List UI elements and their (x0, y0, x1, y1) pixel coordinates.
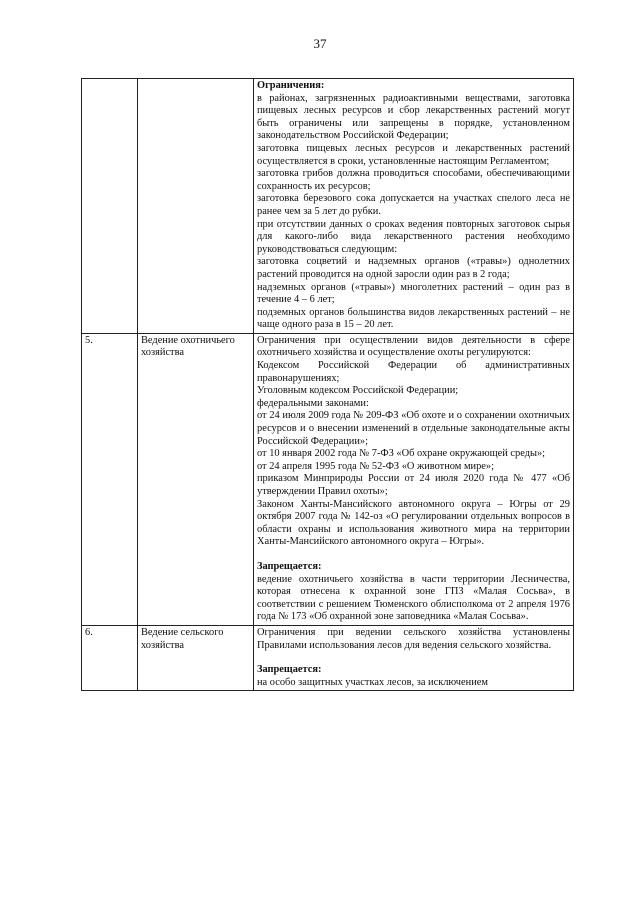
activity-name (138, 79, 254, 334)
table-row (82, 79, 574, 334)
activity-name: Ведение сельского хозяйства (138, 625, 254, 690)
section-heading: Запрещается: (257, 664, 322, 676)
regulation-table (81, 78, 574, 691)
table-body (82, 79, 574, 691)
paragraph: надземных органов («травы») многолетних растений – один раз в течение 4 – 6 лет; (257, 281, 570, 306)
paragraph: Уголовным кодексом Российской Федерации; (257, 385, 459, 397)
paragraph: от 10 января 2002 года № 7-ФЗ «Об охране окружающей среды»; (257, 448, 546, 460)
spacer (257, 549, 570, 561)
paragraph: Ограничения при осуществлении видов деятельности в сфере охотничьего хозяйства и осуществление охоты регулируются: (257, 334, 570, 359)
restrictions-cell (254, 333, 574, 625)
paragraph: ведение охотничьего хозяйства в части территории Лесничества, которая отнесена к охранной зоне ГПЗ «Малая Сосьва», в соответствии с решением Тюменского облисполкома от 2 апреля 1976 года № 173 «Об охранной зоне заповедника «Малая Сосьва». (257, 573, 570, 623)
row-number (82, 79, 138, 334)
paragraph: заготовка березового сока допускается на участках спелого леса не ранее чем за 5 лет до рубки. (257, 193, 570, 217)
paragraph: при отсутствии данных о сроках ведения повторных заготовок сырья для какого-либо вида лекарственного растения необходимо руководствоваться следующим: (257, 218, 570, 255)
paragraph: приказом Минприроды России от 24 июля 2020 года № 477 «Об утверждении Правил охоты»; (257, 473, 570, 497)
paragraph: федеральными законами: (257, 397, 369, 409)
paragraph: Кодексом Российской Федерации об административных правонарушениях; (257, 360, 570, 384)
restrictions-cell (254, 79, 574, 334)
paragraph: заготовка соцветий и надземных органов («травы») однолетних растений проводится на одной заросли один раз в 2 года; (257, 256, 570, 280)
paragraph: от 24 июля 2009 года № 209-ФЗ «Об охоте и о сохранении охотничьих ресурсов и о внесении изменений в отдельные законодательные акты Российской Федерации»; (257, 410, 570, 447)
paragraph: на особо защитных участках лесов, за исключением (257, 676, 488, 688)
activity-name: Ведение охотничьего хозяйства (138, 333, 254, 625)
restrictions-cell (254, 625, 574, 690)
paragraph: в районах, загрязненных радиоактивными веществами, заготовка пищевых лесных ресурсов и сбор лекарственных растений могут быть ограничены или запрещены в порядке, установленном законодательством Российской Федерации; (257, 92, 570, 142)
paragraph: заготовка грибов должна проводиться способами, обеспечивающими сохранность их ресурсов; (257, 168, 570, 192)
page-number: 37 (313, 36, 327, 51)
spacer (257, 652, 570, 664)
table-row (82, 333, 574, 625)
table-row (82, 625, 574, 690)
paragraph: от 24 апреля 1995 года № 52-ФЗ «О животном мире»; (257, 460, 494, 472)
paragraph: заготовка пищевых лесных ресурсов и лекарственных растений осуществляется в сроки, установленные настоящим Регламентом; (257, 142, 570, 167)
section-heading: Запрещается: (257, 560, 322, 572)
paragraph: Законом Ханты-Мансийского автономного округа – Югры от 29 октября 2007 года № 142-оз «О регулировании отдельных вопросов в области охраны и использования животного мира на территории Ханты-Мансийского автономного округа – Югры». (257, 498, 570, 548)
row-number: 5. (82, 333, 138, 625)
section-heading: Ограничения: (257, 80, 325, 91)
row-number: 6. (82, 625, 138, 690)
paragraph: Ограничения при ведении сельского хозяйства установлены Правилами использования лесов для ведения сельского хозяйства. (257, 626, 570, 651)
paragraph: подземных органов большинства видов лекарственных растений – не чаще одного раза в 15 – 20 лет. (257, 306, 570, 331)
